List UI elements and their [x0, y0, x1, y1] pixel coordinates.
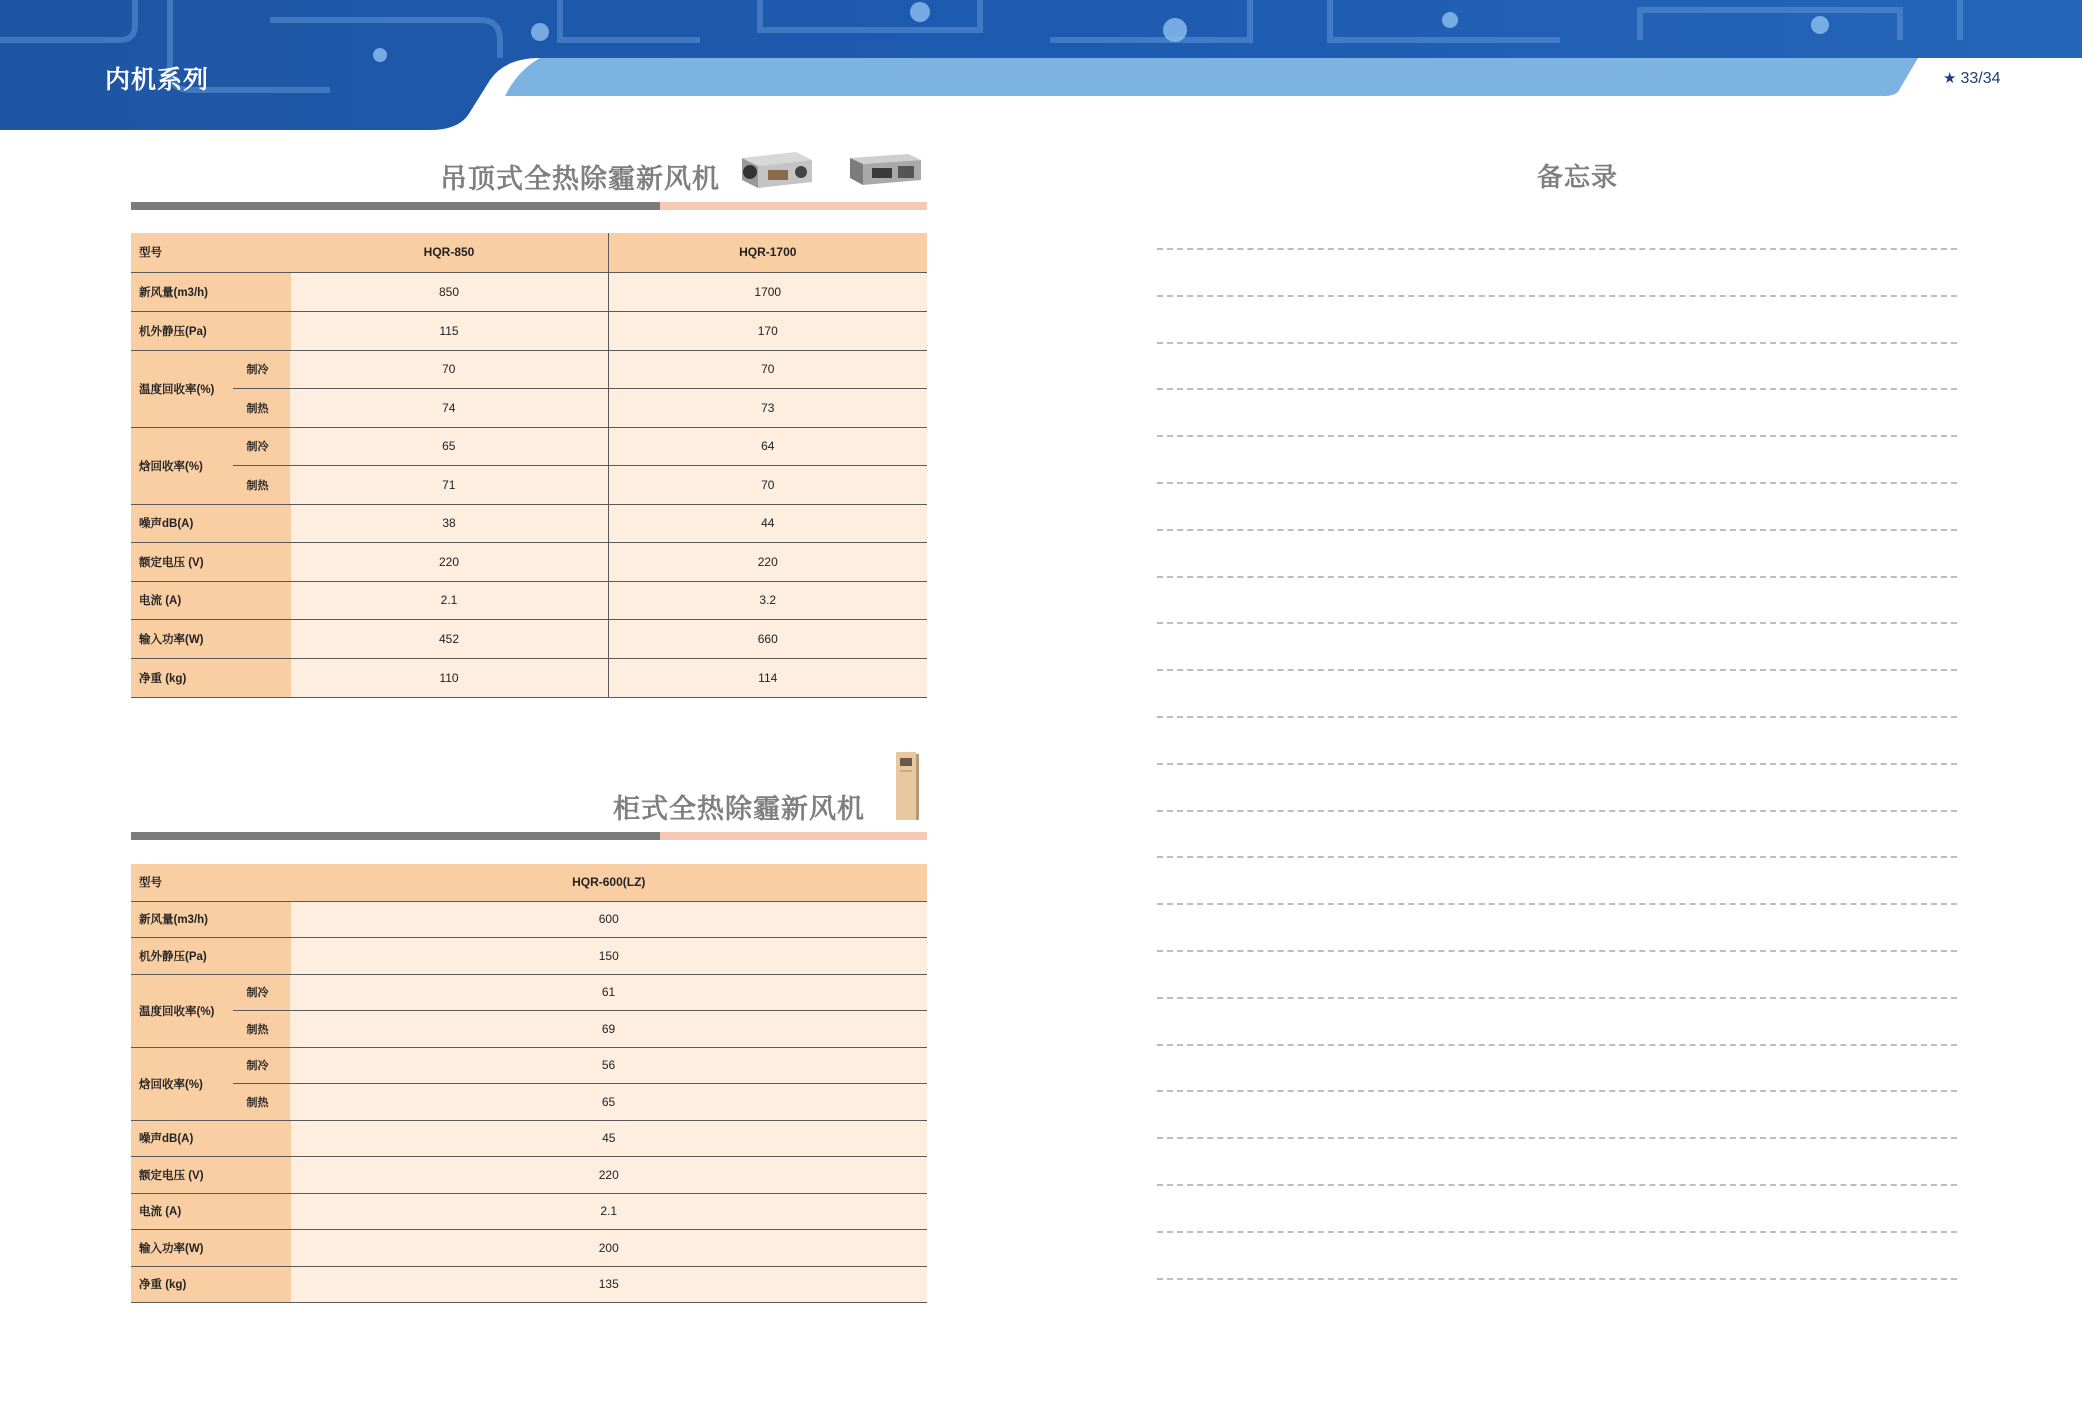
- cell-value: 850: [290, 272, 608, 311]
- model-label: 型号: [131, 864, 290, 901]
- sub-label: 制冷: [232, 1047, 290, 1083]
- table-row: [131, 1047, 927, 1083]
- cell-value: 70: [608, 350, 927, 388]
- table-row: [131, 427, 927, 465]
- memo-line: [1157, 1044, 1957, 1046]
- table-row: [131, 901, 927, 937]
- cell-value: 65: [290, 427, 608, 465]
- cell-value: 73: [608, 388, 927, 427]
- cell-value: 70: [290, 350, 608, 388]
- row-label: 噪声dB(A): [131, 1120, 290, 1156]
- table-row: [131, 504, 927, 542]
- sub-label: 制热: [232, 1083, 290, 1120]
- column-header: HQR-600(LZ): [290, 864, 927, 901]
- table-row: [131, 1229, 927, 1266]
- product-title-bar-cabinet: [131, 832, 927, 840]
- table-row: [131, 542, 927, 581]
- memo-line: [1157, 482, 1957, 484]
- sub-label: 制冷: [232, 350, 290, 388]
- cell-value: 220: [290, 542, 608, 581]
- table-row: [131, 465, 927, 504]
- cell-value: 170: [608, 311, 927, 350]
- table-row: [131, 974, 927, 1010]
- table-row: [131, 1193, 927, 1229]
- memo-line: [1157, 810, 1957, 812]
- cell-value: 56: [290, 1047, 927, 1083]
- memo-line: [1157, 1184, 1957, 1186]
- spec-table-ceiling: [131, 233, 927, 698]
- memo-line: [1157, 856, 1957, 858]
- page-number-text: 33/34: [1960, 70, 2001, 87]
- memo-line: [1157, 435, 1957, 437]
- cell-value: 74: [290, 388, 608, 427]
- table-row: [131, 937, 927, 974]
- ceiling-unit-box-image: [848, 150, 923, 187]
- memo-line: [1157, 716, 1957, 718]
- row-label: 温度回收率(%): [131, 350, 232, 427]
- cell-value: 69: [290, 1010, 927, 1047]
- page-number: [1943, 69, 2001, 88]
- column-header: HQR-1700: [608, 233, 927, 272]
- table-row: [131, 388, 927, 427]
- cell-value: 71: [290, 465, 608, 504]
- row-label: 额定电压 (V): [131, 1156, 290, 1193]
- table-row: [131, 1266, 927, 1302]
- sub-label: 制热: [232, 1010, 290, 1047]
- memo-line: [1157, 388, 1957, 390]
- cell-value: 452: [290, 619, 608, 658]
- row-label: 温度回收率(%): [131, 974, 232, 1047]
- ceiling-unit-image: [738, 148, 815, 190]
- table-row: [131, 272, 927, 311]
- model-label: 型号: [131, 233, 290, 272]
- table-row: [131, 1010, 927, 1047]
- cell-value: 2.1: [290, 1193, 927, 1229]
- cell-value: 135: [290, 1266, 927, 1302]
- memo-line: [1157, 295, 1957, 297]
- memo-line: [1157, 950, 1957, 952]
- cell-value: 220: [608, 542, 927, 581]
- spec-table-cabinet: [131, 864, 927, 1303]
- cell-value: 64: [608, 427, 927, 465]
- cell-value: 114: [608, 658, 927, 697]
- memo-line: [1157, 1090, 1957, 1092]
- memo-line: [1157, 669, 1957, 671]
- table-row: [131, 658, 927, 697]
- table-row: [131, 311, 927, 350]
- memo-line: [1157, 997, 1957, 999]
- memo-title: 备忘录: [1537, 163, 1619, 193]
- memo-line: [1157, 529, 1957, 531]
- header-banner: [0, 0, 2082, 130]
- sub-label: 制热: [232, 388, 290, 427]
- memo-line: [1157, 903, 1957, 905]
- row-label: 焓回收率(%): [131, 1047, 232, 1120]
- row-label: 净重 (kg): [131, 658, 290, 697]
- product-title-ceiling: 吊顶式全热除霾新风机: [440, 164, 720, 195]
- section-title: 内机系列: [105, 65, 210, 94]
- memo-line: [1157, 248, 1957, 250]
- sub-label: 制冷: [232, 974, 290, 1010]
- sub-label: 制热: [232, 465, 290, 504]
- table-row: [131, 619, 927, 658]
- cell-value: 45: [290, 1120, 927, 1156]
- table-row: [131, 864, 927, 901]
- row-label: 输入功率(W): [131, 1229, 290, 1266]
- star-icon: ★: [1943, 70, 1957, 87]
- memo-line: [1157, 622, 1957, 624]
- table-row: [131, 1120, 927, 1156]
- row-label: 噪声dB(A): [131, 504, 290, 542]
- cell-value: 3.2: [608, 581, 927, 619]
- table-row: [131, 1156, 927, 1193]
- table-row: [131, 581, 927, 619]
- memo-line: [1157, 1231, 1957, 1233]
- product-title-cabinet: 柜式全热除霾新风机: [613, 794, 865, 825]
- row-label: 电流 (A): [131, 1193, 290, 1229]
- row-label: 机外静压(Pa): [131, 311, 290, 350]
- row-label: 机外静压(Pa): [131, 937, 290, 974]
- cell-value: 44: [608, 504, 927, 542]
- row-label: 额定电压 (V): [131, 542, 290, 581]
- table-row: [131, 233, 927, 272]
- cell-value: 660: [608, 619, 927, 658]
- column-header: HQR-850: [290, 233, 608, 272]
- cell-value: 61: [290, 974, 927, 1010]
- memo-line: [1157, 1278, 1957, 1280]
- memo-line: [1157, 763, 1957, 765]
- cell-value: 200: [290, 1229, 927, 1266]
- cell-value: 110: [290, 658, 608, 697]
- cell-value: 600: [290, 901, 927, 937]
- cell-value: 220: [290, 1156, 927, 1193]
- table-row: [131, 1083, 927, 1120]
- product-title-bar-ceiling: [131, 202, 927, 210]
- cell-value: 70: [608, 465, 927, 504]
- cell-value: 115: [290, 311, 608, 350]
- row-label: 新风量(m3/h): [131, 272, 290, 311]
- row-label: 电流 (A): [131, 581, 290, 619]
- page-header: [0, 0, 2082, 130]
- cell-value: 2.1: [290, 581, 608, 619]
- memo-line: [1157, 342, 1957, 344]
- cell-value: 1700: [608, 272, 927, 311]
- table-row: [131, 350, 927, 388]
- row-label: 净重 (kg): [131, 1266, 290, 1302]
- cell-value: 65: [290, 1083, 927, 1120]
- cell-value: 150: [290, 937, 927, 974]
- cell-value: 38: [290, 504, 608, 542]
- cabinet-unit-image: [894, 750, 920, 822]
- memo-line: [1157, 1137, 1957, 1139]
- row-label: 新风量(m3/h): [131, 901, 290, 937]
- sub-label: 制冷: [232, 427, 290, 465]
- memo-line: [1157, 576, 1957, 578]
- row-label: 焓回收率(%): [131, 427, 232, 504]
- row-label: 输入功率(W): [131, 619, 290, 658]
